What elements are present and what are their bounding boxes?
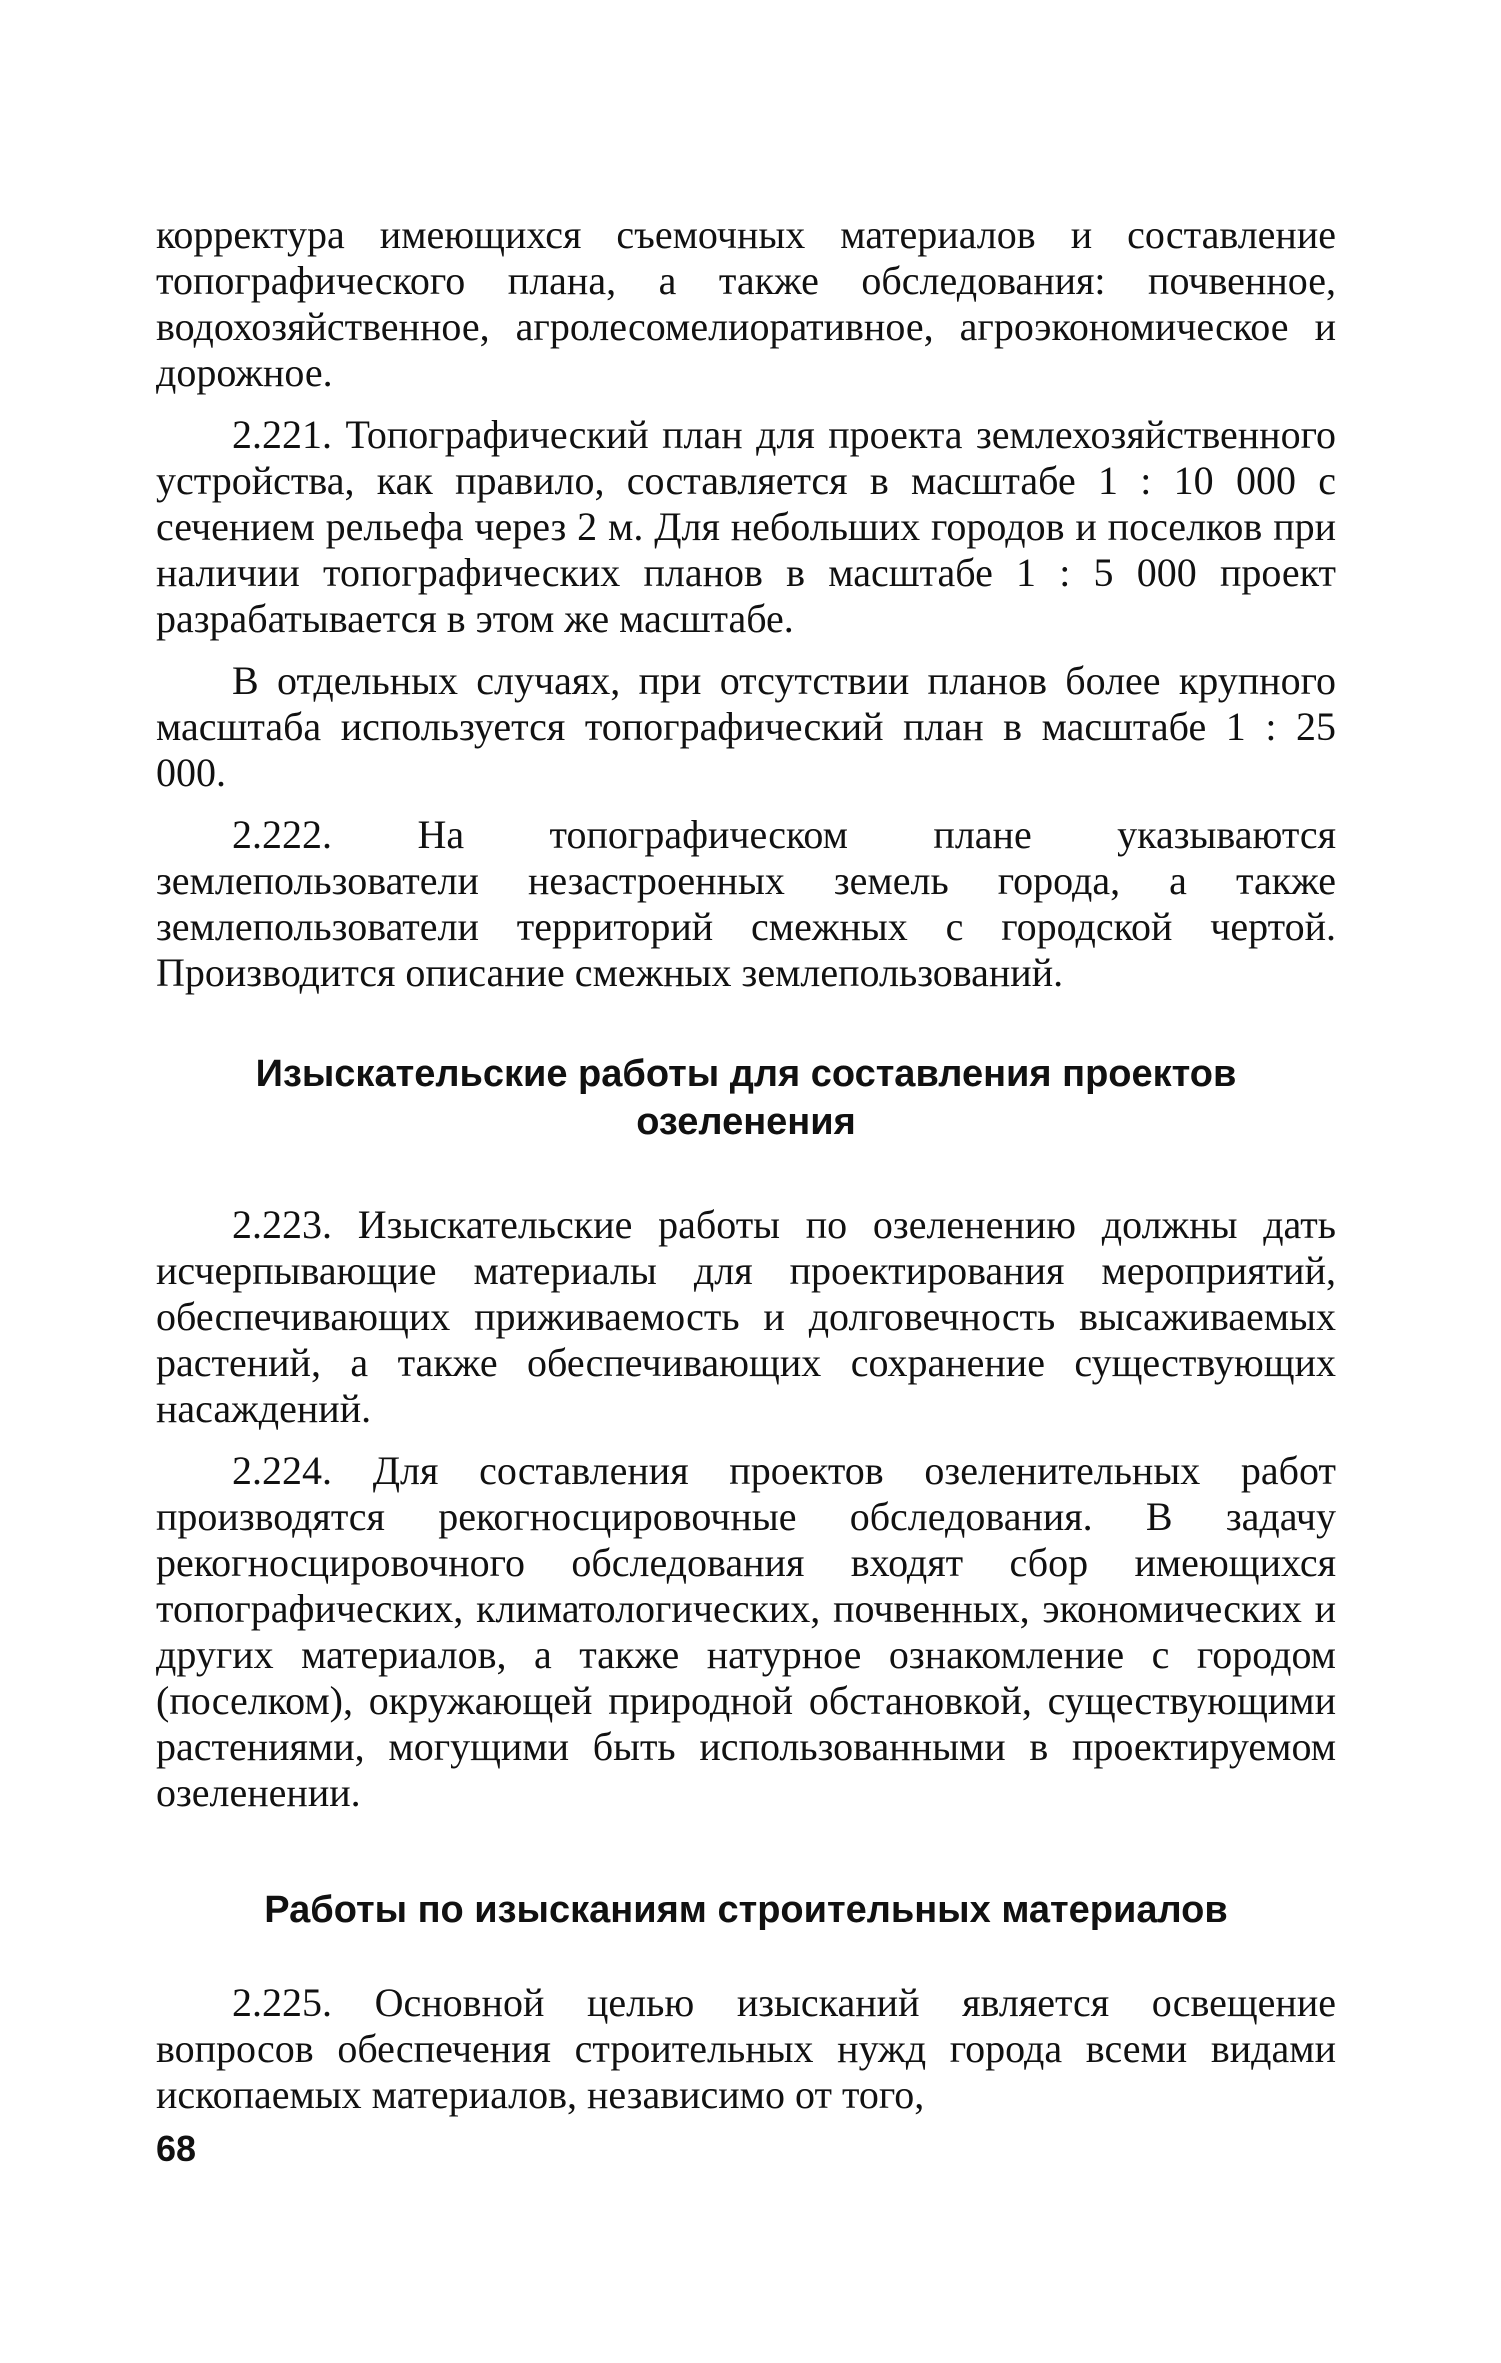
page-body — [156, 212, 1336, 2134]
paragraph-2-224: 2.224. Для составления проектов озеленительных работ производятся рекогносцировочные обследования. В задачу рекогносцировочного обследования входят сбор имеющихся топографических, климатологических, почвенных, экономических и других материалов, а также натурное ознакомление с городом (поселком), окружающей природной обстановкой, существующими растениями, могущими быть использованными в проектируемом озеленении. — [156, 1448, 1336, 1815]
paragraph-2-222: 2.222. На топографическом плане указываются землепользователи незастроенных земель города, а также землепользователи территорий смежных с городской чертой. Производится описание смежных землепользований. — [156, 812, 1336, 995]
paragraph-2-221: 2.221. Топографический план для проекта землехозяйственного устройства, как правило, составляется в масштабе 1 : 10 000 с сечением рельефа через 2 м. Для небольших городов и поселков при наличии топографических планов в масштабе 1 : 5 000 проект разрабатывается в этом же масштабе. — [156, 412, 1336, 641]
paragraph-2-225: 2.225. Основной целью изысканий является освещение вопросов обеспечения строительных нужд города всеми видами ископаемых материалов, независимо от того, — [156, 1980, 1336, 2117]
paragraph-separate-cases: В отдельных случаях, при отсутствии планов более крупного масштаба используется топографический план в масштабе 1 : 25 000. — [156, 658, 1336, 795]
paragraph-2-223: 2.223. Изыскательские работы по озеленению должны дать исчерпывающие материалы для проектирования мероприятий, обеспечивающих приживаемость и долговечность высаживаемых растений, а также обеспечивающих сохранение существующих насаждений. — [156, 1202, 1336, 1431]
page-number: 68 — [156, 2128, 197, 2169]
section-heading-building-materials: Работы по изысканиям строительных материалов — [264, 1889, 1228, 1931]
paragraph-continuation: корректура имеющихся съемочных материалов и составление топографического плана, а также обследования: почвенное, водохозяйственное, агролесомелиоративное, агроэкономическое и дорожное. — [156, 212, 1336, 395]
section-heading-greening-surveys: Изыскательские работы для составления проектов озеленения — [255, 1053, 1237, 1143]
